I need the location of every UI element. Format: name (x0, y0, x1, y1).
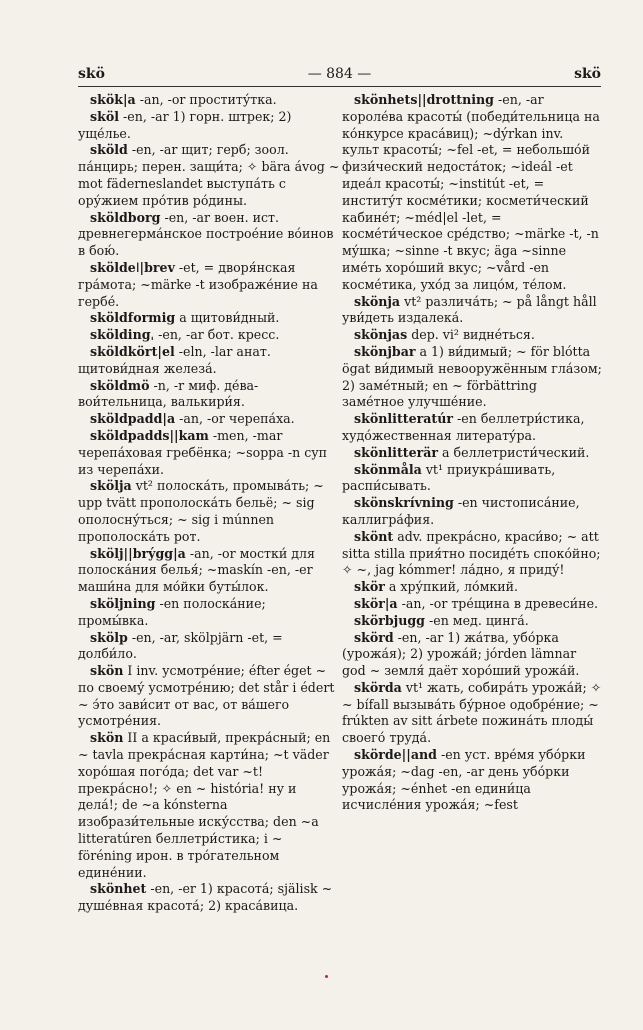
entry-headword: skönmåla (354, 461, 422, 477)
running-header (78, 60, 601, 82)
entry-headword: skönhets||drottning (354, 92, 494, 107)
print-speck (325, 975, 328, 978)
dictionary-entry (342, 411, 602, 445)
entry-definition: -en, -ar короле́ва красоты́ (победи́тельница на ко́нкурсе краса́виц); ~dýrkan inv. культ красоты́; ~fel -et, = небольшо́й физи́ческий недоста́ток; ~ideál -et идеа́л красоты́; ~institút -et, = институ́т косме́тики; космети́ческий кабине́т; ~méd|el -let, = косме́ти́ческое сре́дство; ~märke -t, -n му́шка; ~sinne -t вкус; äga ~sinne име́ть хоро́ший вкус; ~vård -en косме́тика, ухо́д за лицо́м, те́лом. (342, 92, 600, 292)
dictionary-entry (78, 210, 340, 260)
dictionary-entry (78, 344, 340, 378)
dictionary-entry (78, 378, 340, 412)
entry-definition: -an, -or мостки́ для полоска́ния белья́; ~maskín -en, -er маши́на для мо́йки буты́лок. (78, 545, 315, 595)
entry-headword: skölja (90, 478, 132, 494)
header-left-headword: skö (78, 66, 105, 82)
entry-definition: vt² различа́ть; ~ på långt håll уви́деть издалека́. (342, 293, 597, 326)
dictionary-entry (78, 478, 340, 545)
entry-definition: -an, -or тре́щина в древеси́не. (397, 595, 599, 611)
entry-headword: sköljning (90, 595, 156, 611)
dictionary-entry (342, 529, 602, 579)
entry-definition: -n, -r миф. де́ва-вои́тельница, валькири́я. (78, 377, 259, 410)
page-number: — 884 — (307, 66, 372, 82)
entry-headword: skönlitteratúr (354, 411, 453, 427)
entry-definition: -en, -er 1) красота́; själisk ~ душе́вная красота́; 2) краса́вица. (78, 881, 333, 914)
entry-definition: vt¹ приукра́шивать, распи́сывать. (342, 461, 556, 494)
dictionary-entry (78, 663, 340, 730)
dictionary-entry (342, 680, 602, 747)
dictionary-entry (78, 142, 340, 209)
entry-headword: sköldpadds||kam (90, 427, 209, 443)
entry-definition: -an, -or черепа́ха. (175, 411, 295, 427)
entry-definition: -en, -ar 1) жа́тва, убо́рка (урожа́я); 2) урожа́й; jórden lämnar god ~ земля́ даёт хоро́ший урожа́й. (342, 629, 580, 679)
entry-headword: skönlitterär (354, 444, 439, 460)
entry-definition: -en уст. вре́мя убо́рки урожа́я; ~dag -en, -ar день убо́рки урожа́я; ~énhet -en едини́ца исчисле́ния урожа́я; ~fest (342, 747, 586, 813)
dictionary-entry (342, 344, 602, 411)
dictionary-entry (78, 546, 340, 596)
entry-headword: skön (90, 730, 124, 746)
dictionary-entry (78, 92, 340, 109)
dictionary-entry (342, 630, 602, 680)
entry-headword: sköldborg (90, 209, 161, 225)
entry-headword: skönt (354, 528, 394, 544)
entry-definition: a 1) ви́димый; ~ för blótta ögat ви́димый невооружённым гла́зом; 2) заме́тный; en ~ förbättring заме́тное улучше́ние. (342, 343, 602, 410)
entry-headword: skön (90, 663, 124, 679)
dictionary-entry (78, 428, 340, 478)
dictionary-entry (342, 327, 602, 344)
entry-headword: skörbjugg (354, 612, 425, 628)
entry-headword: sköldkört|el (90, 343, 175, 359)
dictionary-entry (342, 294, 602, 328)
entry-headword: skönjbar (354, 343, 416, 359)
header-right-headword: skö (574, 66, 601, 82)
dictionary-entry (342, 445, 602, 462)
entry-headword: sköldmö (90, 377, 150, 393)
entry-definition: -eln, -lar анат. щитови́дная железа́. (78, 343, 271, 376)
entry-headword: skönhet (90, 881, 147, 897)
entry-headword: skök|a (90, 92, 136, 107)
entry-headword: skönjas (354, 327, 408, 343)
entry-headword: skölj||brýgg|a (90, 545, 186, 561)
entry-definition: -men, -mar черепа́ховая гребёнка; ~soppa -n суп из черепа́хи. (78, 427, 328, 477)
dictionary-entry (78, 411, 340, 428)
dictionary-entry (342, 495, 602, 529)
entry-headword: skör|a (354, 595, 398, 611)
dictionary-entry (78, 630, 340, 664)
entry-definition: -en полоска́ние; промы́вка. (78, 595, 266, 628)
entry-headword: skörd (354, 629, 394, 645)
entry-definition: vt² полоска́ть, промыва́ть; ~ upp tvätt прополоска́ть бельё; ~ sig ополосну́ться; ~ sig i múnnen прополоска́ть рот. (78, 478, 324, 544)
entry-headword: skönskrívning (354, 495, 454, 511)
entry-definition: vt¹ жать, собира́ть урожа́й; ✧ ~ bífall вызыва́ть бу́рное одобре́ние; ~ frúkten av sitt árbete пожина́ть плоды́ своего́ труда́. (342, 679, 602, 746)
entry-definition: -en мед. цинга́. (424, 612, 529, 628)
left-column (78, 92, 340, 915)
entry-definition: -en, -ar бот. кресс. (154, 327, 280, 343)
entry-headword: skörda (354, 679, 402, 695)
dictionary-entry (78, 260, 340, 310)
dictionary-entry (342, 613, 602, 630)
entry-definition: -en, -ar воен. ист. древнегерма́нское построе́ние во́инов в бою́. (78, 209, 334, 259)
dictionary-entry (78, 327, 340, 344)
entry-definition: -en, -ar щит; герб; зоол. па́нцирь; перен. защи́та; ✧ bära ávog ~ mot fäderneslandet выступа́ть с ору́жием про́тив ро́дины. (78, 142, 340, 208)
dictionary-entry (78, 596, 340, 630)
entry-headword: skör (354, 579, 385, 595)
entry-definition: -en чистописа́ние, каллигра́фия. (342, 495, 580, 527)
entry-definition: adv. прекра́сно, краси́во; ~ att sitta stilla прия́тно посиде́ть споко́йно; ✧ ~, jag kómmer! ла́дно, я приду́! (342, 528, 601, 578)
header-rule (78, 86, 601, 87)
dictionary-entry (78, 730, 340, 881)
entry-headword: sköldpadd|a (90, 411, 176, 427)
entry-definition: a беллетристи́ческий. (438, 444, 590, 460)
entry-headword: skönja (354, 293, 401, 309)
entry-headword: skölp (90, 629, 128, 645)
entry-headword: sköl (90, 108, 120, 124)
dictionary-entry (78, 881, 340, 915)
dictionary-entry (342, 462, 602, 496)
entry-definition: a щитови́дный. (175, 310, 280, 326)
dictionary-entry (78, 109, 340, 143)
dictionary-entry (78, 310, 340, 327)
entry-headword: sköldeǀ|brev (90, 259, 175, 275)
entry-definition: dep. vi² видне́ться. (407, 327, 535, 343)
entry-headword: sköldformig (90, 310, 176, 326)
entry-definition: -an, -or проститу́тка. (135, 92, 277, 107)
entry-definition: I inv. усмотре́ние; éfter éget ~ по своему́ усмотре́нию; det står i édert ~ э́то зави́сит от вас, от ва́шего усмотре́ния. (78, 663, 335, 729)
entry-definition: -en, -ar, skölpjärn -et, = долби́ло. (78, 629, 283, 662)
dictionary-entry (342, 579, 602, 596)
entry-definition: -en беллетри́стика, худо́жественная литерату́ра. (342, 411, 585, 443)
dictionary-entry (342, 747, 602, 814)
right-column (342, 92, 602, 814)
entry-definition: II a краси́вый, прекра́сный; en ~ tavla прекра́сная карти́на; ~t väder хоро́шая пого́да; det var ~t! прекра́сно!; ✧ en ~ história! ну и дела́!; de ~a kónsterna изобрази́тельные иску́сства; den ~a litteratúren беллетри́стика; i ~ föréning ирон. в тро́гательном едине́нии. (78, 730, 331, 880)
entry-definition: -en, -ar 1) горн. штрек; 2) уще́лье. (78, 108, 292, 141)
entry-headword: sköldingˌ (90, 327, 155, 343)
entry-definition: a хру́пкий, ло́мкий. (384, 579, 519, 595)
dictionary-entry (342, 92, 602, 294)
entry-headword: skörde||and (354, 747, 437, 763)
entry-headword: sköld (90, 142, 128, 158)
dictionary-entry (342, 596, 602, 613)
entry-definition: -et, = дворя́нская гра́мота; ~märke -t изображе́ние на гербе́. (78, 259, 318, 309)
